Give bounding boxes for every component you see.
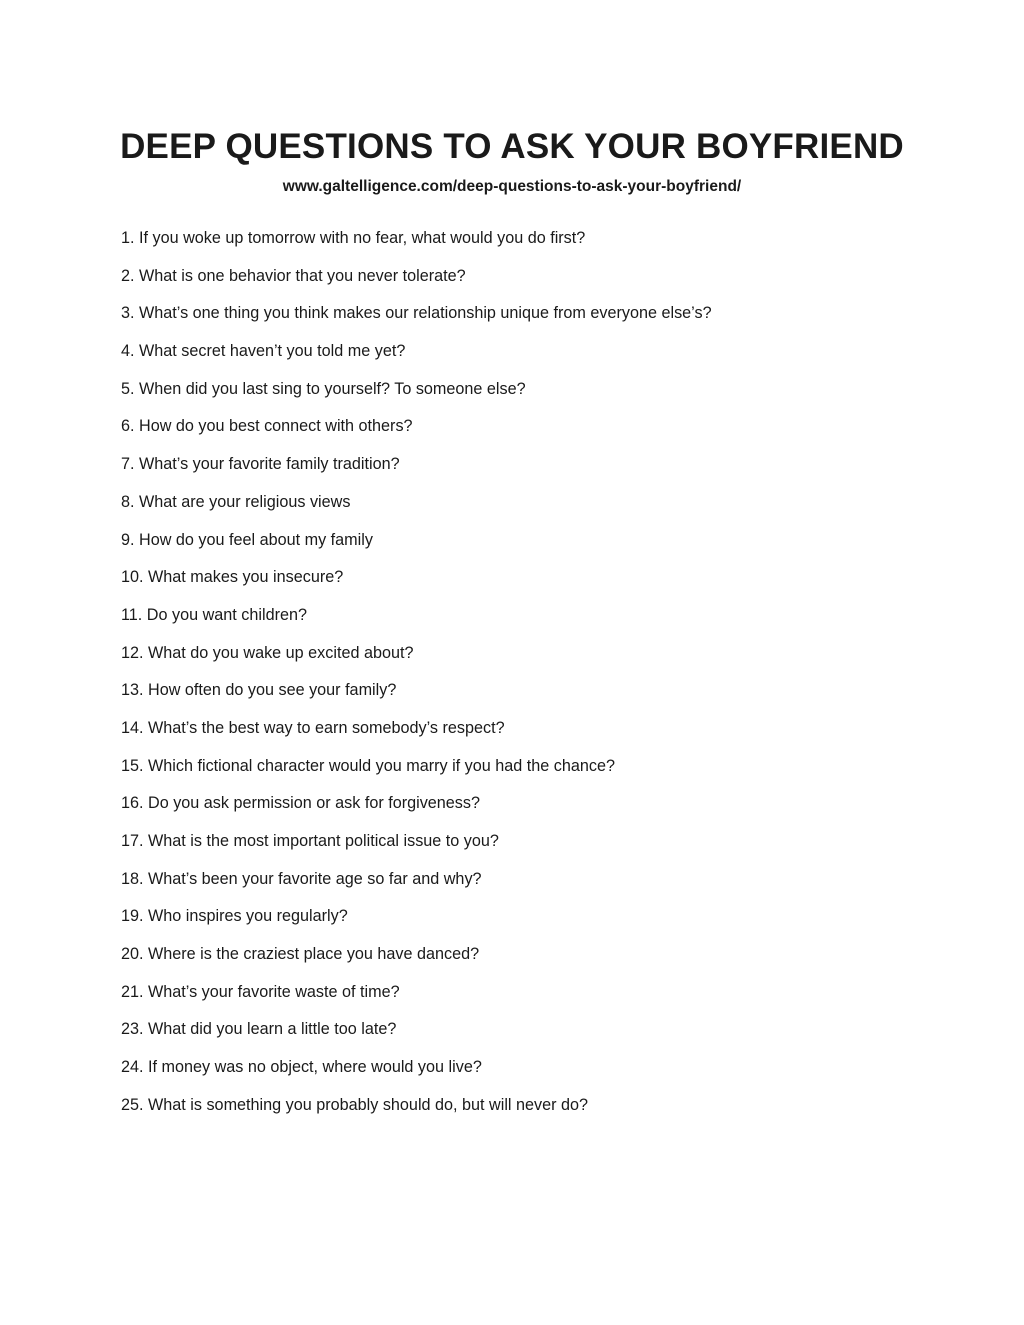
question-item: 11. Do you want children?	[121, 605, 307, 624]
question-item: 5. When did you last sing to yourself? To someone else?	[121, 379, 526, 398]
question-item: 6. How do you best connect with others?	[121, 417, 413, 436]
question-item: 8. What are your religious views	[121, 492, 351, 511]
question-item: 7. What’s your favorite family tradition?	[121, 455, 400, 474]
question-item: 19. Who inspires you regularly?	[121, 907, 348, 926]
question-item: 25. What is something you probably should do, but will never do?	[121, 1095, 589, 1114]
question-item: 4. What secret haven’t you told me yet?	[121, 342, 406, 361]
question-item: 15. Which fictional character would you marry if you had the chance?	[121, 756, 615, 775]
question-item: 23. What did you learn a little too late?	[121, 1020, 397, 1039]
question-item: 14. What’s the best way to earn somebody’s respect?	[121, 718, 505, 737]
question-item: 2. What is one behavior that you never tolerate?	[121, 266, 466, 285]
question-item: 20. Where is the craziest place you have danced?	[121, 945, 480, 964]
question-item: 18. What’s been your favorite age so far and why?	[121, 869, 482, 888]
question-item: 16. Do you ask permission or ask for forgiveness?	[121, 794, 480, 813]
question-item: 21. What’s your favorite waste of time?	[121, 982, 400, 1001]
question-item: 17. What is the most important political issue to you?	[121, 832, 499, 850]
source-url: www.galtelligence.com/deep-questions-to-ask-your-boyfriend/	[282, 178, 742, 195]
questions-list	[121, 226, 712, 1131]
question-item: 3. What’s one thing you think makes our relationship unique from everyone else’s?	[121, 304, 712, 323]
question-item: 9. How do you feel about my family	[121, 530, 373, 549]
question-item: 1. If you woke up tomorrow with no fear, what would you do first?	[121, 229, 586, 247]
question-item: 24. If money was no object, where would you live?	[121, 1058, 482, 1077]
question-item: 10. What makes you insecure?	[121, 568, 344, 587]
question-item: 12. What do you wake up excited about?	[121, 643, 414, 662]
question-item: 13. How often do you see your family?	[121, 681, 397, 700]
page-title: DEEP QUESTIONS TO ASK YOUR BOYFRIEND	[120, 127, 904, 166]
